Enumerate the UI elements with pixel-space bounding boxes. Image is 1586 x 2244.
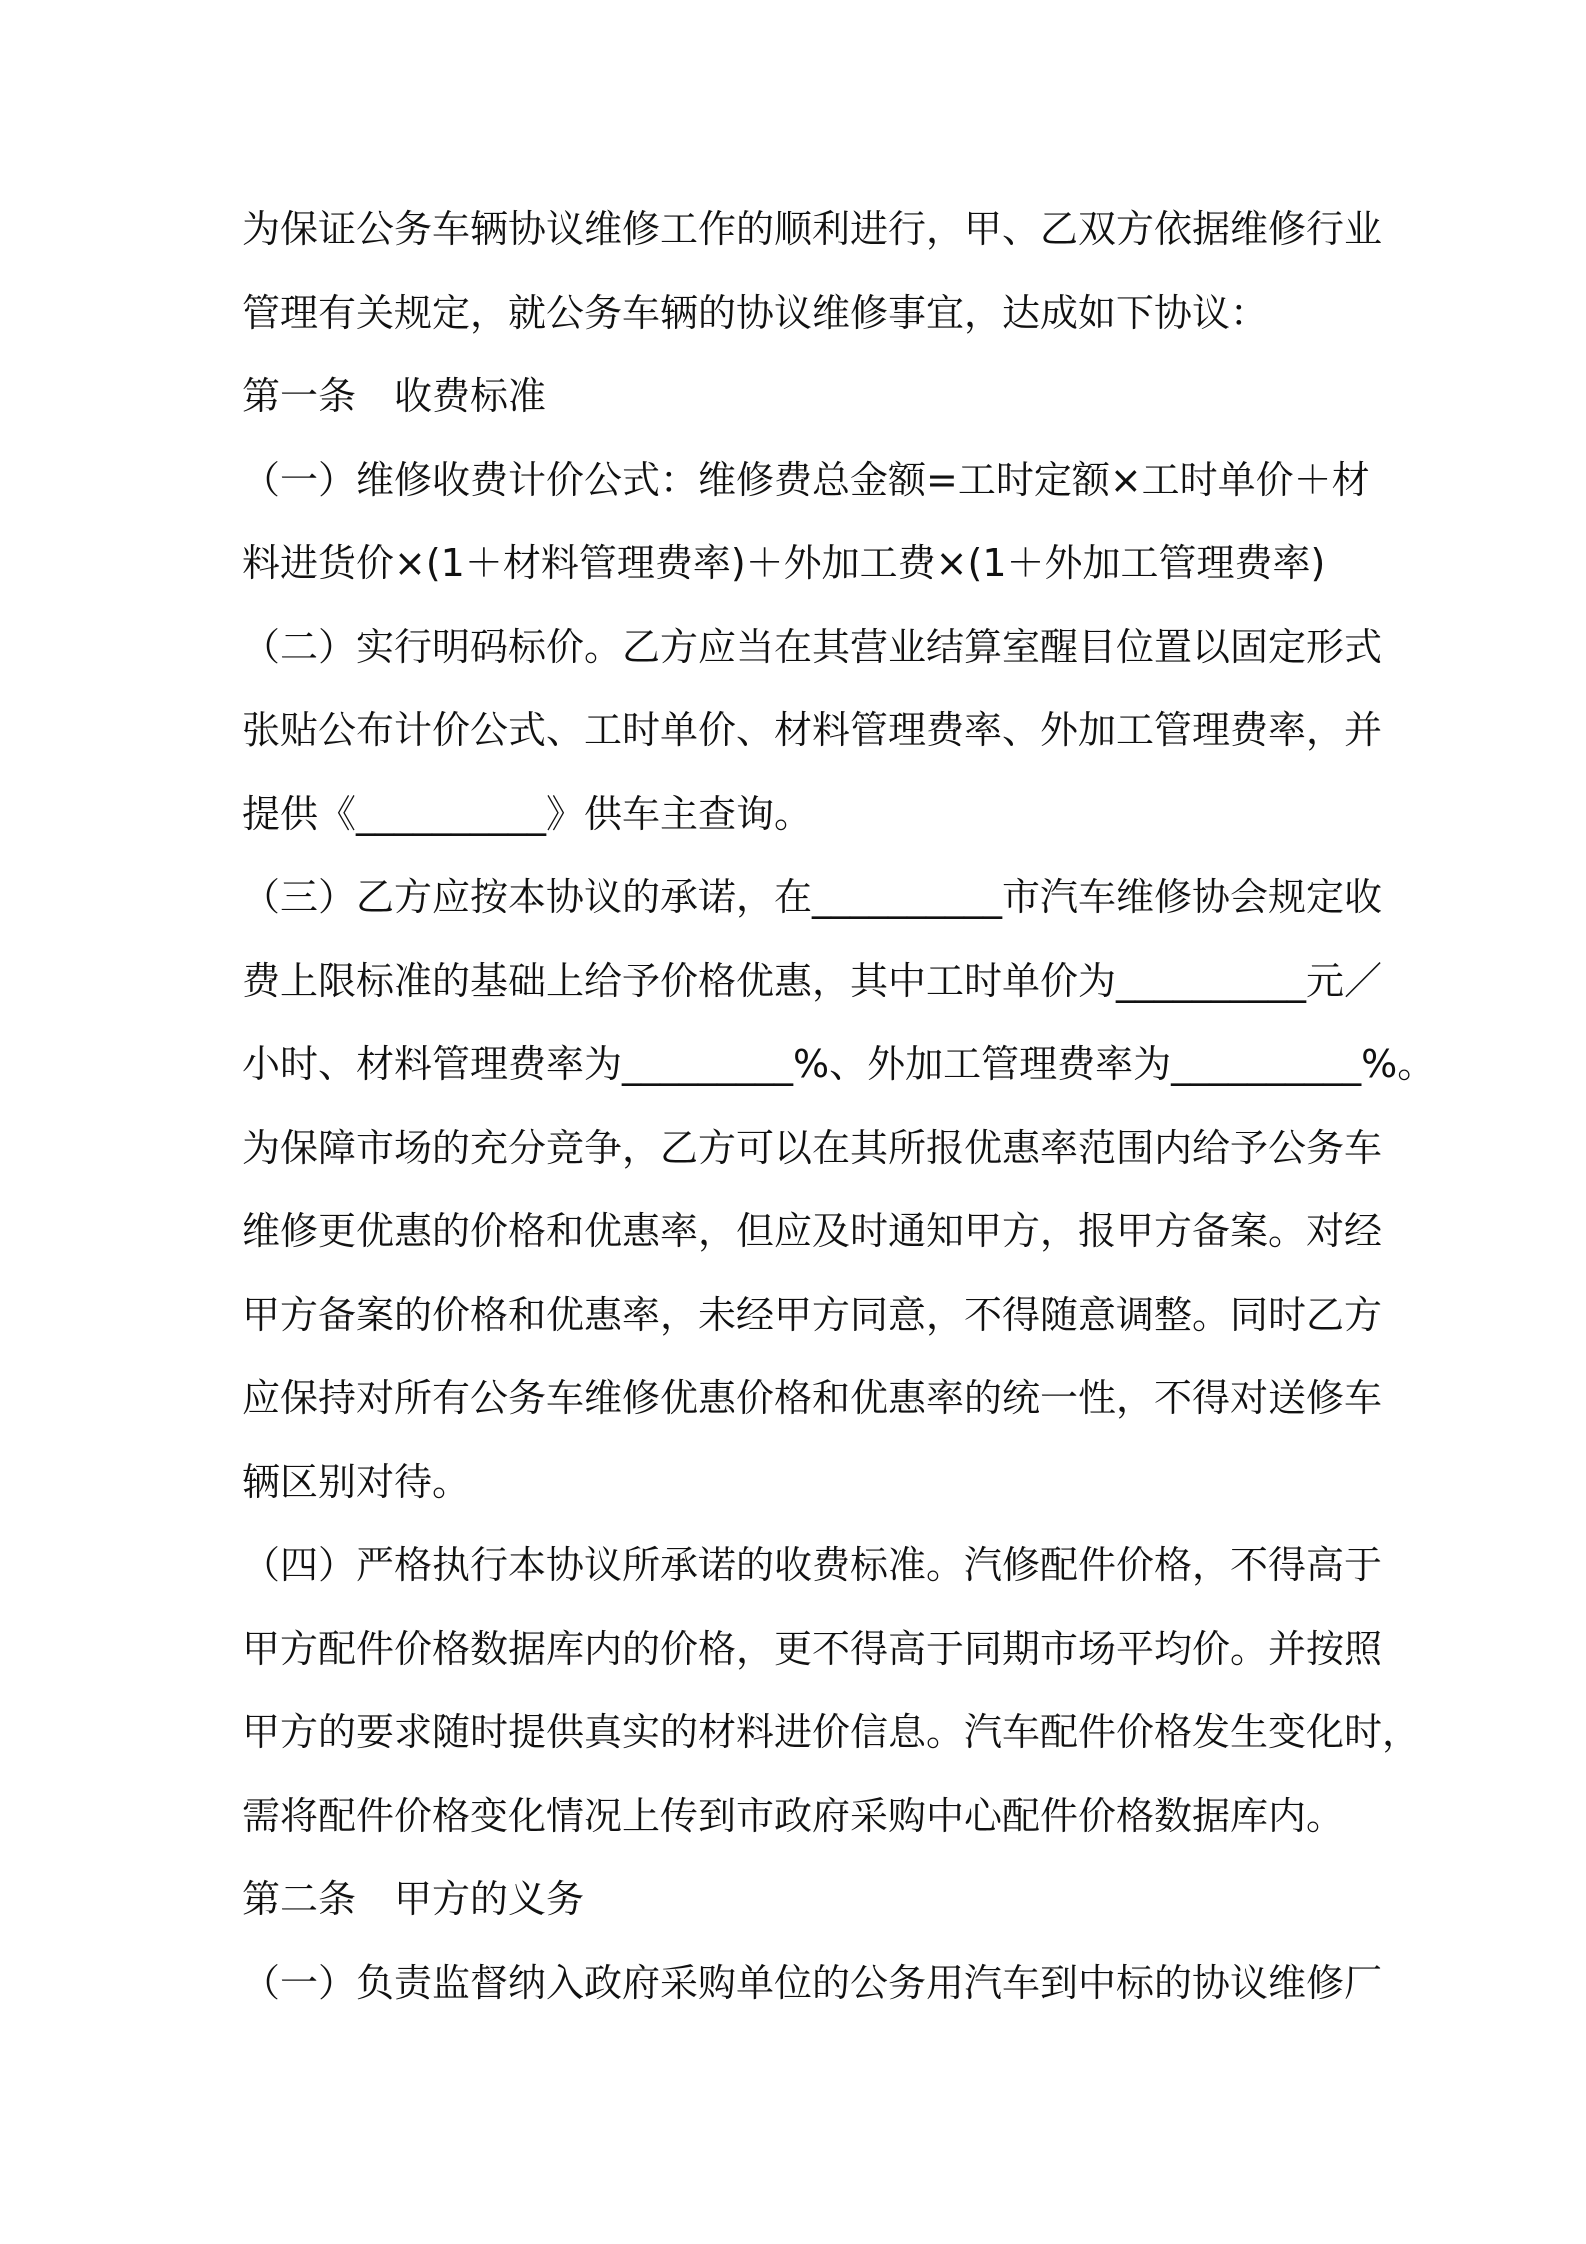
section-heading: 第二条 甲方的义务: [242, 1877, 585, 1921]
body-text-line: 应保持对所有公务车维修优惠价格和优惠率的统一性，不得对送修车: [242, 1376, 1383, 1420]
body-text-line: 甲方的要求随时提供真实的材料进价信息。汽车配件价格发生变化时，: [242, 1710, 1421, 1754]
body-text-line: （三）乙方应按本协议的承诺，在__________市汽车维修协会规定收: [242, 875, 1383, 919]
body-text-line: 甲方备案的价格和优惠率，未经甲方同意，不得随意调整。同时乙方: [242, 1293, 1383, 1337]
body-text-line: （一）维修收费计价公式：维修费总金额=工时定额×工时单价＋材: [242, 458, 1370, 502]
body-text-line: 张贴公布计价公式、工时单价、材料管理费率、外加工管理费率，并: [242, 708, 1383, 752]
body-text-line: （四）严格执行本协议所承诺的收费标准。汽修配件价格，不得高于: [242, 1543, 1383, 1587]
body-text-line: 为保障市场的充分竞争，乙方可以在其所报优惠率范围内给予公务车: [242, 1126, 1383, 1170]
body-text-line: 小时、材料管理费率为_________%、外加工管理费率为__________%。: [242, 1042, 1436, 1086]
body-text-line: （二）实行明码标价。乙方应当在其营业结算室醒目位置以固定形式: [242, 625, 1383, 669]
body-text-line: 料进货价×(1＋材料管理费率)＋外加工费×(1＋外加工管理费率): [242, 541, 1326, 585]
body-text-line: 甲方配件价格数据库内的价格，更不得高于同期市场平均价。并按照: [242, 1627, 1383, 1671]
body-text-line: 费上限标准的基础上给予价格优惠，其中工时单价为__________元／: [242, 959, 1383, 1003]
section-heading: 第一条 收费标准: [242, 374, 547, 418]
body-text-line: 为保证公务车辆协议维修工作的顺利进行，甲、乙双方依据维修行业: [242, 207, 1383, 251]
body-text-line: 需将配件价格变化情况上传到市政府采购中心配件价格数据库内。: [242, 1794, 1345, 1838]
body-text-line: 辆区别对待。: [242, 1460, 471, 1504]
body-text-line: （一）负责监督纳入政府采购单位的公务用汽车到中标的协议维修厂: [242, 1961, 1383, 2005]
body-text-line: 提供《__________》供车主查询。: [242, 792, 813, 836]
body-text-line: 维修更优惠的价格和优惠率，但应及时通知甲方，报甲方备案。对经: [242, 1209, 1383, 1253]
body-text-line: 管理有关规定，就公务车辆的协议维修事宜，达成如下协议：: [242, 291, 1269, 335]
